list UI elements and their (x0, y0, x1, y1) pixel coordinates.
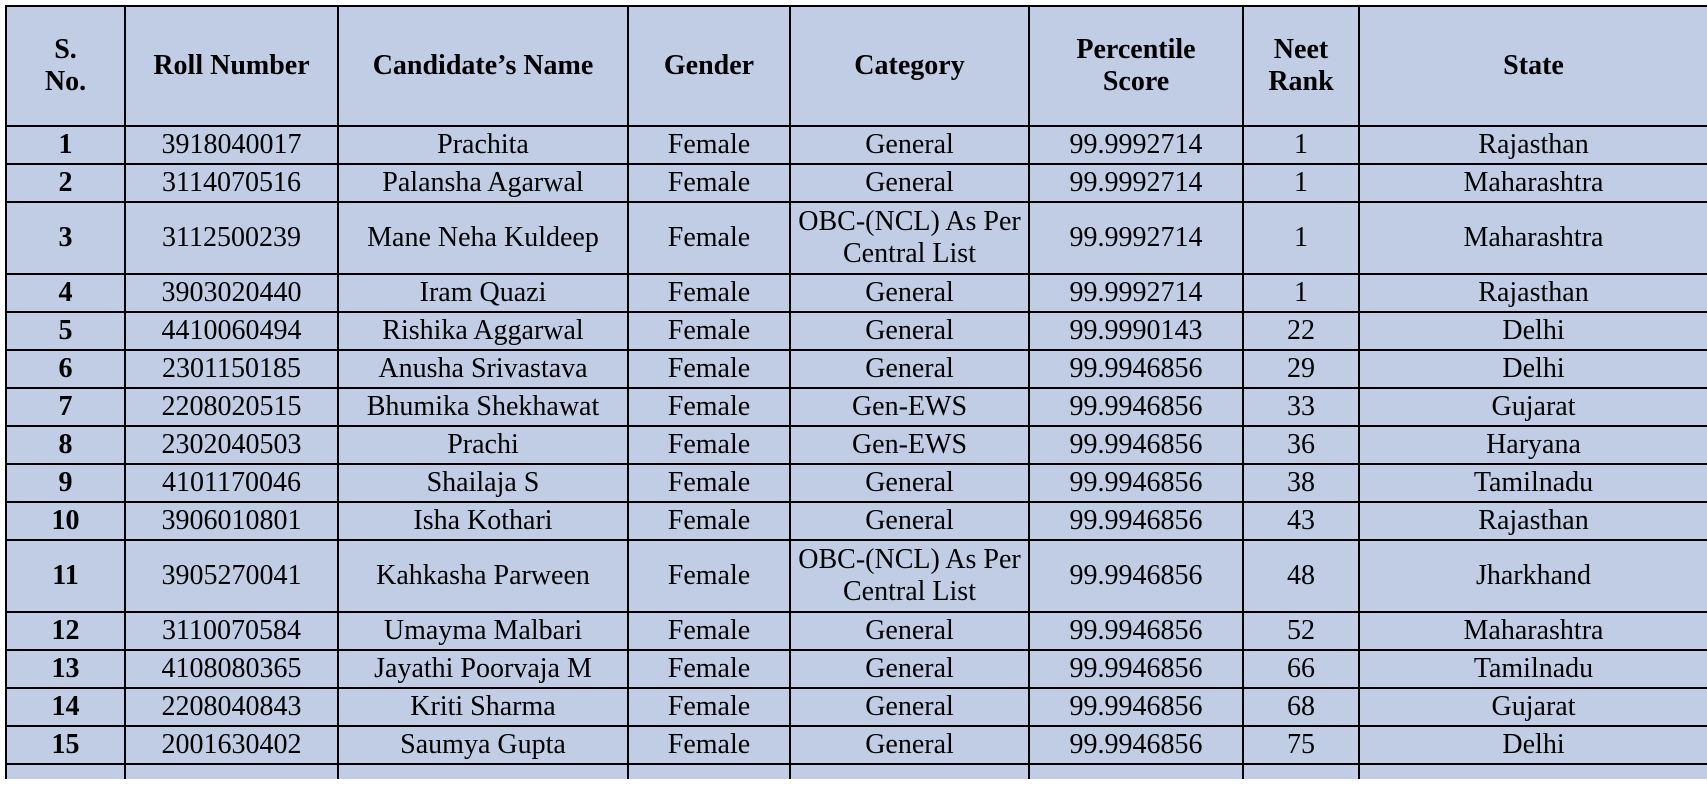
cell-gender: Female (628, 388, 790, 426)
cell-candidate-name: Bhumika Shekhawat (338, 388, 628, 426)
cell-neet-rank: 1 (1243, 202, 1359, 274)
cell-category: General (790, 164, 1029, 202)
cell-candidate-name: Mane Neha Kuldeep (338, 202, 628, 274)
results-table-container (5, 5, 1707, 807)
cell-roll-number: 3903020440 (125, 274, 338, 312)
cell-gender: Female (628, 540, 790, 612)
cell-neet-rank: 1 (1243, 274, 1359, 312)
table-row (6, 274, 1707, 312)
cell-candidate-name: Anusha Srivastava (338, 350, 628, 388)
header-candidate-name: Candidate’s Name (338, 6, 628, 126)
table-row (6, 726, 1707, 764)
cell-s-no: 15 (6, 726, 125, 764)
cell-state: Rajasthan (1359, 502, 1707, 540)
cell-s-no: 10 (6, 502, 125, 540)
cell-candidate-name: Rishika Aggarwal (338, 312, 628, 350)
cell-gender: Female (628, 274, 790, 312)
cell-state: Maharashtra (1359, 612, 1707, 650)
cell-gender: Female (628, 612, 790, 650)
table-row (6, 312, 1707, 350)
cell-s-no: 9 (6, 464, 125, 502)
cell-category: Gen-EWS (790, 388, 1029, 426)
cell-s-no: 11 (6, 540, 125, 612)
cell-roll-number: 4108080365 (125, 650, 338, 688)
cell-percentile-score: 99.9946856 (1029, 502, 1243, 540)
table-row (6, 688, 1707, 726)
cell-candidate-name: Kriti Sharma (338, 688, 628, 726)
cell-state: Haryana (1359, 426, 1707, 464)
cell-percentile-score: 99.9990143 (1029, 312, 1243, 350)
cell-empty (6, 764, 125, 779)
header-s-no-line1: S. (54, 33, 77, 65)
cell-state: Delhi (1359, 312, 1707, 350)
cell-empty (1359, 764, 1707, 779)
cell-gender: Female (628, 502, 790, 540)
cell-gender: Female (628, 726, 790, 764)
cell-state: Rajasthan (1359, 126, 1707, 164)
cell-candidate-name: Kahkasha Parween (338, 540, 628, 612)
cell-category: General (790, 350, 1029, 388)
cell-percentile-score: 99.9946856 (1029, 464, 1243, 502)
cell-roll-number: 2208020515 (125, 388, 338, 426)
cell-neet-rank: 29 (1243, 350, 1359, 388)
table-row (6, 350, 1707, 388)
header-neet-rank-line1: Neet (1273, 33, 1329, 65)
cell-percentile-score: 99.9992714 (1029, 274, 1243, 312)
cell-s-no: 14 (6, 688, 125, 726)
cell-gender: Female (628, 202, 790, 274)
table-row (6, 388, 1707, 426)
cell-state: Gujarat (1359, 688, 1707, 726)
header-gender: Gender (628, 6, 790, 126)
cell-empty (790, 764, 1029, 779)
cell-category: General (790, 274, 1029, 312)
table-row (6, 540, 1707, 612)
cell-category: General (790, 502, 1029, 540)
table-row (6, 126, 1707, 164)
cell-state: Tamilnadu (1359, 464, 1707, 502)
cell-state: Rajasthan (1359, 274, 1707, 312)
cell-percentile-score: 99.9946856 (1029, 350, 1243, 388)
cell-category: General (790, 612, 1029, 650)
cell-percentile-score: 99.9992714 (1029, 202, 1243, 274)
table-body (6, 126, 1707, 779)
cell-category: General (790, 650, 1029, 688)
cell-neet-rank: 36 (1243, 426, 1359, 464)
cell-s-no: 4 (6, 274, 125, 312)
cell-state: Maharashtra (1359, 202, 1707, 274)
cell-s-no: 6 (6, 350, 125, 388)
cell-category: General (790, 464, 1029, 502)
header-roll-number: Roll Number (125, 6, 338, 126)
header-row (6, 6, 1707, 126)
cell-candidate-name: Jayathi Poorvaja M (338, 650, 628, 688)
cell-percentile-score: 99.9946856 (1029, 426, 1243, 464)
cell-neet-rank: 22 (1243, 312, 1359, 350)
cell-s-no: 8 (6, 426, 125, 464)
table-row (6, 502, 1707, 540)
cell-neet-rank: 68 (1243, 688, 1359, 726)
cell-neet-rank: 1 (1243, 126, 1359, 164)
cell-gender: Female (628, 164, 790, 202)
cell-candidate-name: Shailaja S (338, 464, 628, 502)
cell-empty (1243, 764, 1359, 779)
cell-s-no: 7 (6, 388, 125, 426)
cell-category: General (790, 312, 1029, 350)
table-row (6, 202, 1707, 274)
cell-percentile-score: 99.9946856 (1029, 612, 1243, 650)
cell-roll-number: 3110070584 (125, 612, 338, 650)
cell-neet-rank: 48 (1243, 540, 1359, 612)
cell-state: Delhi (1359, 350, 1707, 388)
cell-neet-rank: 33 (1243, 388, 1359, 426)
table-row (6, 650, 1707, 688)
cell-s-no: 13 (6, 650, 125, 688)
cell-percentile-score: 99.9946856 (1029, 650, 1243, 688)
cell-neet-rank: 38 (1243, 464, 1359, 502)
cell-gender: Female (628, 688, 790, 726)
cell-roll-number: 2302040503 (125, 426, 338, 464)
cell-empty (1029, 764, 1243, 779)
table-row (6, 164, 1707, 202)
cell-s-no: 2 (6, 164, 125, 202)
cell-percentile-score: 99.9946856 (1029, 688, 1243, 726)
header-state: State (1359, 6, 1707, 126)
cell-empty (125, 764, 338, 779)
cell-neet-rank: 66 (1243, 650, 1359, 688)
cell-roll-number: 3905270041 (125, 540, 338, 612)
cell-category: General (790, 126, 1029, 164)
table-row (6, 612, 1707, 650)
header-neet-rank-line2: Rank (1268, 66, 1334, 97)
table-row (6, 426, 1707, 464)
cell-roll-number: 4101170046 (125, 464, 338, 502)
cell-state: Delhi (1359, 726, 1707, 764)
cell-empty (628, 764, 790, 779)
cell-roll-number: 2001630402 (125, 726, 338, 764)
cell-category: OBC-(NCL) As Per Central List (790, 540, 1029, 612)
cell-neet-rank: 75 (1243, 726, 1359, 764)
cell-roll-number: 2301150185 (125, 350, 338, 388)
cell-roll-number: 4410060494 (125, 312, 338, 350)
cell-s-no: 1 (6, 126, 125, 164)
cell-roll-number: 2208040843 (125, 688, 338, 726)
cell-state: Jharkhand (1359, 540, 1707, 612)
cell-category: Gen-EWS (790, 426, 1029, 464)
cell-gender: Female (628, 350, 790, 388)
cell-candidate-name: Umayma Malbari (338, 612, 628, 650)
header-category: Category (790, 6, 1029, 126)
cell-gender: Female (628, 126, 790, 164)
header-s-no-line2: No. (44, 66, 87, 97)
header-percentile-score (1029, 6, 1243, 126)
cell-state: Maharashtra (1359, 164, 1707, 202)
cell-roll-number: 3906010801 (125, 502, 338, 540)
cell-neet-rank: 1 (1243, 164, 1359, 202)
cell-candidate-name: Prachita (338, 126, 628, 164)
header-neet-rank (1243, 6, 1359, 126)
cell-category: General (790, 726, 1029, 764)
cell-percentile-score: 99.9946856 (1029, 540, 1243, 612)
cell-candidate-name: Iram Quazi (338, 274, 628, 312)
cell-percentile-score: 99.9946856 (1029, 726, 1243, 764)
cell-s-no: 3 (6, 202, 125, 274)
cell-neet-rank: 43 (1243, 502, 1359, 540)
cell-roll-number: 3918040017 (125, 126, 338, 164)
cell-state: Gujarat (1359, 388, 1707, 426)
cell-category: General (790, 688, 1029, 726)
cell-gender: Female (628, 464, 790, 502)
cell-percentile-score: 99.9946856 (1029, 388, 1243, 426)
cell-candidate-name: Palansha Agarwal (338, 164, 628, 202)
cell-gender: Female (628, 426, 790, 464)
table-row (6, 464, 1707, 502)
cell-percentile-score: 99.9992714 (1029, 126, 1243, 164)
cell-candidate-name: Isha Kothari (338, 502, 628, 540)
cell-empty (338, 764, 628, 779)
cell-candidate-name: Prachi (338, 426, 628, 464)
cell-roll-number: 3114070516 (125, 164, 338, 202)
cell-s-no: 12 (6, 612, 125, 650)
cell-roll-number: 3112500239 (125, 202, 338, 274)
header-percentile-line1: Percentile (1076, 33, 1196, 65)
cell-state: Tamilnadu (1359, 650, 1707, 688)
header-s-no (6, 6, 125, 126)
cell-candidate-name: Saumya Gupta (338, 726, 628, 764)
cell-category: OBC-(NCL) As Per Central List (790, 202, 1029, 274)
cell-gender: Female (628, 312, 790, 350)
table-row-cutoff (6, 764, 1707, 779)
neet-toppers-table (5, 5, 1707, 779)
header-percentile-line2: Score (1102, 66, 1170, 97)
cell-neet-rank: 52 (1243, 612, 1359, 650)
cell-s-no: 5 (6, 312, 125, 350)
cell-percentile-score: 99.9992714 (1029, 164, 1243, 202)
cell-gender: Female (628, 650, 790, 688)
